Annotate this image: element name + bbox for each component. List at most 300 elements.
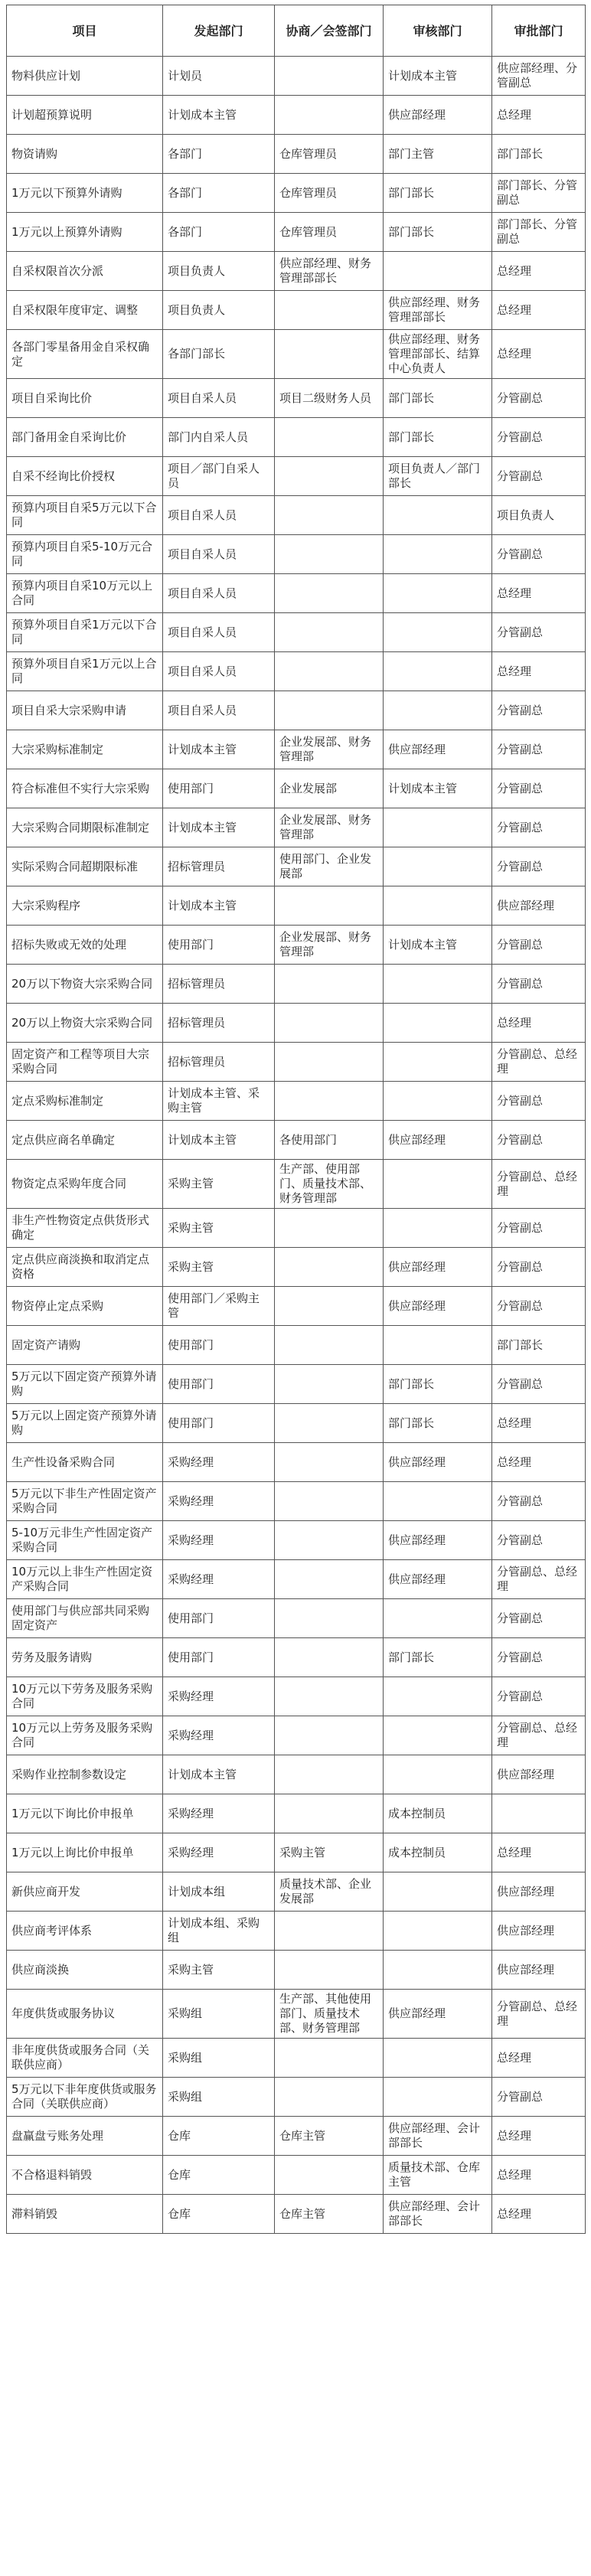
table-row — [7, 1755, 586, 1794]
item-cell: 预算外项目自采1万元以上合同 — [7, 652, 163, 691]
approver-cell: 部门部长 — [492, 135, 586, 174]
initiator-cell: 仓库 — [163, 2117, 275, 2156]
reviewer-cell — [384, 1004, 492, 1043]
table-row — [7, 613, 586, 652]
approver-cell: 分管副总 — [492, 1365, 586, 1404]
item-cell: 10万元以下劳务及服务采购合同 — [7, 1677, 163, 1716]
cosign-cell: 生产部、其他使用部门、质量技术部、财务管理部 — [275, 1990, 384, 2039]
initiator-cell: 仓库 — [163, 2156, 275, 2195]
table-row — [7, 1248, 586, 1287]
table-header-row — [7, 5, 586, 57]
cosign-cell: 使用部门、企业发展部 — [275, 847, 384, 886]
approval-table — [6, 5, 586, 2234]
initiator-cell: 各部门 — [163, 174, 275, 213]
approver-cell: 分管副总 — [492, 691, 586, 730]
table-row — [7, 291, 586, 330]
cosign-cell — [275, 2039, 384, 2078]
table-row — [7, 886, 586, 926]
reviewer-cell: 供应部经理、会计部部长 — [384, 2117, 492, 2156]
approver-cell: 供应部经理 — [492, 1912, 586, 1951]
table-row — [7, 965, 586, 1004]
cosign-cell — [275, 457, 384, 496]
item-cell: 项目自采大宗采购申请 — [7, 691, 163, 730]
cosign-cell — [275, 574, 384, 613]
approver-cell: 分管副总、总经理 — [492, 1716, 586, 1755]
reviewer-cell: 部门主管 — [384, 135, 492, 174]
item-cell: 自采权限年度审定、调整 — [7, 291, 163, 330]
cosign-cell — [275, 652, 384, 691]
reviewer-cell: 供应部经理 — [384, 1560, 492, 1599]
initiator-cell: 项目负责人 — [163, 252, 275, 291]
approver-cell: 供应部经理 — [492, 1755, 586, 1794]
cosign-cell — [275, 1521, 384, 1560]
reviewer-cell — [384, 2039, 492, 2078]
reviewer-cell: 供应部经理、会计部部长 — [384, 2195, 492, 2234]
table-row — [7, 1365, 586, 1404]
reviewer-cell — [384, 1326, 492, 1365]
item-cell: 盘赢盘亏账务处理 — [7, 2117, 163, 2156]
reviewer-cell — [384, 965, 492, 1004]
item-cell: 供应商考评体系 — [7, 1912, 163, 1951]
reviewer-cell: 供应部经理、财务管理部部长 — [384, 291, 492, 330]
cosign-cell: 企业发展部、财务管理部 — [275, 926, 384, 965]
approver-cell: 分管副总 — [492, 847, 586, 886]
item-cell: 自采不经询比价授权 — [7, 457, 163, 496]
table-row — [7, 1638, 586, 1677]
approver-cell: 部门部长、分管副总 — [492, 174, 586, 213]
initiator-cell: 使用部门 — [163, 1599, 275, 1638]
initiator-cell: 项目自采人员 — [163, 613, 275, 652]
table-row — [7, 1482, 586, 1521]
reviewer-cell — [384, 1755, 492, 1794]
table-row — [7, 1443, 586, 1482]
table-row — [7, 652, 586, 691]
table-row — [7, 926, 586, 965]
reviewer-cell: 部门部长 — [384, 174, 492, 213]
approver-cell: 总经理 — [492, 291, 586, 330]
initiator-cell: 计划成本主管 — [163, 1121, 275, 1160]
table-row — [7, 1912, 586, 1951]
table-row — [7, 2156, 586, 2195]
table-row — [7, 808, 586, 847]
cosign-cell — [275, 1560, 384, 1599]
initiator-cell: 计划成本主管 — [163, 886, 275, 926]
initiator-cell: 使用部门 — [163, 769, 275, 808]
reviewer-cell: 部门部长 — [384, 1638, 492, 1677]
table-row — [7, 769, 586, 808]
approver-cell: 分管副总 — [492, 1287, 586, 1326]
initiator-cell: 使用部门 — [163, 1326, 275, 1365]
table-row — [7, 2117, 586, 2156]
cosign-cell — [275, 1043, 384, 1082]
approver-cell: 总经理 — [492, 574, 586, 613]
initiator-cell: 计划员 — [163, 57, 275, 96]
item-cell: 物资请购 — [7, 135, 163, 174]
item-cell: 新供应商开发 — [7, 1872, 163, 1912]
reviewer-cell — [384, 808, 492, 847]
initiator-cell: 项目／部门自采人员 — [163, 457, 275, 496]
reviewer-cell — [384, 1716, 492, 1755]
item-cell: 5万元以下固定资产预算外请购 — [7, 1365, 163, 1404]
cosign-cell — [275, 291, 384, 330]
item-cell: 不合格退料销毁 — [7, 2156, 163, 2195]
approver-cell: 总经理 — [492, 1833, 586, 1872]
cosign-cell — [275, 1482, 384, 1521]
cosign-cell: 企业发展部、财务管理部 — [275, 730, 384, 769]
reviewer-cell — [384, 252, 492, 291]
cosign-cell — [275, 96, 384, 135]
item-cell: 定点采购标准制定 — [7, 1082, 163, 1121]
cosign-cell — [275, 886, 384, 926]
table-body — [7, 57, 586, 2234]
table-row — [7, 379, 586, 418]
item-cell: 使用部门与供应部共同采购固定资产 — [7, 1599, 163, 1638]
initiator-cell: 采购经理 — [163, 1833, 275, 1872]
reviewer-cell: 部门部长 — [384, 379, 492, 418]
approver-cell: 分管副总 — [492, 1638, 586, 1677]
reviewer-cell — [384, 613, 492, 652]
reviewer-cell: 供应部经理 — [384, 1248, 492, 1287]
table-row — [7, 2078, 586, 2117]
initiator-cell: 采购经理 — [163, 1716, 275, 1755]
item-cell: 物资定点采购年度合同 — [7, 1160, 163, 1209]
initiator-cell: 采购主管 — [163, 1160, 275, 1209]
column-header: 协商／会签部门 — [275, 5, 384, 57]
item-cell: 非年度供货或服务合同（关联供应商） — [7, 2039, 163, 2078]
initiator-cell: 使用部门 — [163, 1638, 275, 1677]
approver-cell: 项目负责人 — [492, 496, 586, 535]
cosign-cell — [275, 1912, 384, 1951]
initiator-cell: 采购组 — [163, 1990, 275, 2039]
cosign-cell — [275, 2156, 384, 2195]
approver-cell: 分管副总 — [492, 926, 586, 965]
column-header: 审核部门 — [384, 5, 492, 57]
item-cell: 实际采购合同超期限标准 — [7, 847, 163, 886]
approver-cell: 总经理 — [492, 252, 586, 291]
reviewer-cell — [384, 535, 492, 574]
approver-cell: 分管副总 — [492, 1082, 586, 1121]
cosign-cell — [275, 1365, 384, 1404]
table-row — [7, 135, 586, 174]
reviewer-cell: 供应部经理 — [384, 1990, 492, 2039]
cosign-cell: 企业发展部、财务管理部 — [275, 808, 384, 847]
cosign-cell: 仓库主管 — [275, 2117, 384, 2156]
initiator-cell: 使用部门 — [163, 1404, 275, 1443]
reviewer-cell: 供应部经理 — [384, 1287, 492, 1326]
approver-cell: 供应部经理 — [492, 1951, 586, 1990]
table-row — [7, 96, 586, 135]
cosign-cell: 项目二级财务人员 — [275, 379, 384, 418]
initiator-cell: 计划成本组、采购组 — [163, 1912, 275, 1951]
initiator-cell: 招标管理员 — [163, 965, 275, 1004]
initiator-cell: 项目自采人员 — [163, 535, 275, 574]
table-row — [7, 1404, 586, 1443]
initiator-cell: 采购主管 — [163, 1951, 275, 1990]
cosign-cell — [275, 1404, 384, 1443]
initiator-cell: 使用部门／采购主管 — [163, 1287, 275, 1326]
item-cell: 预算内项目自采5万元以下合同 — [7, 496, 163, 535]
reviewer-cell: 供应部经理 — [384, 730, 492, 769]
table-row — [7, 1872, 586, 1912]
table-row — [7, 174, 586, 213]
reviewer-cell — [384, 1482, 492, 1521]
table-row — [7, 1951, 586, 1990]
cosign-cell: 企业发展部 — [275, 769, 384, 808]
table-row — [7, 730, 586, 769]
item-cell: 非生产性物资定点供货形式确定 — [7, 1209, 163, 1248]
cosign-cell — [275, 1794, 384, 1833]
table-row — [7, 535, 586, 574]
approver-cell: 分管副总 — [492, 379, 586, 418]
table-row — [7, 1121, 586, 1160]
approver-cell: 分管副总 — [492, 1521, 586, 1560]
approver-cell: 分管副总 — [492, 1599, 586, 1638]
approver-cell: 分管副总 — [492, 1209, 586, 1248]
table-row — [7, 418, 586, 457]
table-row — [7, 1990, 586, 2039]
item-cell: 10万元以上非生产性固定资产采购合同 — [7, 1560, 163, 1599]
approver-cell: 分管副总、总经理 — [492, 1990, 586, 2039]
approver-cell: 总经理 — [492, 96, 586, 135]
approver-cell: 总经理 — [492, 2156, 586, 2195]
approver-cell: 总经理 — [492, 1004, 586, 1043]
reviewer-cell: 成本控制员 — [384, 1833, 492, 1872]
reviewer-cell — [384, 1912, 492, 1951]
initiator-cell: 项目负责人 — [163, 291, 275, 330]
approver-cell: 分管副总 — [492, 613, 586, 652]
initiator-cell: 采购经理 — [163, 1560, 275, 1599]
cosign-cell — [275, 1716, 384, 1755]
cosign-cell — [275, 535, 384, 574]
cosign-cell — [275, 2078, 384, 2117]
initiator-cell: 计划成本主管 — [163, 730, 275, 769]
cosign-cell — [275, 1443, 384, 1482]
item-cell: 项目自采询比价 — [7, 379, 163, 418]
item-cell: 预算外项目自采1万元以下合同 — [7, 613, 163, 652]
cosign-cell: 采购主管 — [275, 1833, 384, 1872]
cosign-cell — [275, 1599, 384, 1638]
table-row — [7, 2039, 586, 2078]
item-cell: 大宗采购合同期限标准制定 — [7, 808, 163, 847]
approver-cell: 供应部经理 — [492, 886, 586, 926]
cosign-cell: 生产部、使用部门、质量技术部、财务管理部 — [275, 1160, 384, 1209]
approver-cell: 部门部长、分管副总 — [492, 213, 586, 252]
table-row — [7, 574, 586, 613]
item-cell: 1万元以上预算外请购 — [7, 213, 163, 252]
approver-cell: 分管副总、总经理 — [492, 1160, 586, 1209]
table-row — [7, 847, 586, 886]
table-row — [7, 457, 586, 496]
item-cell: 大宗采购程序 — [7, 886, 163, 926]
approver-cell: 总经理 — [492, 2117, 586, 2156]
table-row — [7, 496, 586, 535]
item-cell: 供应商淡换 — [7, 1951, 163, 1990]
cosign-cell — [275, 1004, 384, 1043]
item-cell: 20万以上物资大宗采购合同 — [7, 1004, 163, 1043]
initiator-cell: 项目自采人员 — [163, 574, 275, 613]
initiator-cell: 计划成本主管 — [163, 1755, 275, 1794]
initiator-cell: 计划成本主管 — [163, 96, 275, 135]
cosign-cell — [275, 330, 384, 379]
item-cell: 固定资产请购 — [7, 1326, 163, 1365]
initiator-cell: 采购经理 — [163, 1443, 275, 1482]
cosign-cell — [275, 418, 384, 457]
table-row — [7, 57, 586, 96]
reviewer-cell — [384, 652, 492, 691]
reviewer-cell: 部门部长 — [384, 1365, 492, 1404]
approval-matrix — [6, 5, 585, 2234]
cosign-cell — [275, 1755, 384, 1794]
initiator-cell: 各部门 — [163, 135, 275, 174]
reviewer-cell — [384, 1677, 492, 1716]
item-cell: 滞料销毁 — [7, 2195, 163, 2234]
initiator-cell: 使用部门 — [163, 926, 275, 965]
table-row — [7, 1004, 586, 1043]
initiator-cell: 采购组 — [163, 2039, 275, 2078]
cosign-cell — [275, 1287, 384, 1326]
table-row — [7, 1287, 586, 1326]
table-row — [7, 1521, 586, 1560]
initiator-cell: 项目自采人员 — [163, 379, 275, 418]
table-row — [7, 252, 586, 291]
approver-cell: 分管副总 — [492, 1677, 586, 1716]
column-header: 发起部门 — [163, 5, 275, 57]
item-cell: 5-10万元非生产性固定资产采购合同 — [7, 1521, 163, 1560]
approver-cell: 总经理 — [492, 1404, 586, 1443]
item-cell: 预算内项目自采5-10万元合同 — [7, 535, 163, 574]
reviewer-cell: 质量技术部、仓库主管 — [384, 2156, 492, 2195]
column-header: 审批部门 — [492, 5, 586, 57]
item-cell: 采购作业控制参数设定 — [7, 1755, 163, 1794]
approver-cell: 分管副总 — [492, 457, 586, 496]
table-row — [7, 1677, 586, 1716]
table-row — [7, 691, 586, 730]
cosign-cell — [275, 1248, 384, 1287]
cosign-cell: 仓库主管 — [275, 2195, 384, 2234]
item-cell: 大宗采购标准制定 — [7, 730, 163, 769]
item-cell: 1万元以下预算外请购 — [7, 174, 163, 213]
approver-cell — [492, 1794, 586, 1833]
item-cell: 20万以下物资大宗采购合同 — [7, 965, 163, 1004]
initiator-cell: 项目自采人员 — [163, 652, 275, 691]
reviewer-cell — [384, 1209, 492, 1248]
approver-cell: 总经理 — [492, 2039, 586, 2078]
item-cell: 10万元以上劳务及服务采购合同 — [7, 1716, 163, 1755]
approver-cell: 分管副总 — [492, 769, 586, 808]
item-cell: 招标失败或无效的处理 — [7, 926, 163, 965]
initiator-cell: 采购主管 — [163, 1248, 275, 1287]
table-row — [7, 213, 586, 252]
cosign-cell — [275, 57, 384, 96]
item-cell: 部门备用金自采询比价 — [7, 418, 163, 457]
reviewer-cell — [384, 1599, 492, 1638]
approver-cell: 分管副总 — [492, 808, 586, 847]
reviewer-cell: 计划成本主管 — [384, 57, 492, 96]
table-row — [7, 1326, 586, 1365]
approver-cell: 总经理 — [492, 330, 586, 379]
table-row — [7, 1716, 586, 1755]
approver-cell: 分管副总 — [492, 535, 586, 574]
approver-cell: 部门部长 — [492, 1326, 586, 1365]
item-cell: 劳务及服务请购 — [7, 1638, 163, 1677]
item-cell: 物资停止定点采购 — [7, 1287, 163, 1326]
cosign-cell: 仓库管理员 — [275, 213, 384, 252]
approver-cell: 分管副总 — [492, 730, 586, 769]
reviewer-cell — [384, 496, 492, 535]
cosign-cell — [275, 965, 384, 1004]
cosign-cell — [275, 1951, 384, 1990]
reviewer-cell: 部门部长 — [384, 418, 492, 457]
item-cell: 生产性设备采购合同 — [7, 1443, 163, 1482]
reviewer-cell: 成本控制员 — [384, 1794, 492, 1833]
approver-cell: 分管副总 — [492, 1248, 586, 1287]
table-row — [7, 1833, 586, 1872]
approver-cell: 总经理 — [492, 2195, 586, 2234]
reviewer-cell: 部门部长 — [384, 1404, 492, 1443]
initiator-cell: 采购经理 — [163, 1521, 275, 1560]
initiator-cell: 招标管理员 — [163, 1043, 275, 1082]
initiator-cell: 招标管理员 — [163, 1004, 275, 1043]
initiator-cell: 仓库 — [163, 2195, 275, 2234]
item-cell: 年度供货或服务协议 — [7, 1990, 163, 2039]
table-row — [7, 1209, 586, 1248]
cosign-cell: 质量技术部、企业发展部 — [275, 1872, 384, 1912]
table-row — [7, 1043, 586, 1082]
reviewer-cell — [384, 574, 492, 613]
reviewer-cell — [384, 1872, 492, 1912]
approver-cell: 总经理 — [492, 652, 586, 691]
reviewer-cell: 计划成本主管 — [384, 926, 492, 965]
approver-cell: 总经理 — [492, 1443, 586, 1482]
reviewer-cell: 项目负责人／部门部长 — [384, 457, 492, 496]
table-row — [7, 1082, 586, 1121]
item-cell: 5万元以下非生产性固定资产采购合同 — [7, 1482, 163, 1521]
initiator-cell: 各部门部长 — [163, 330, 275, 379]
table-row — [7, 330, 586, 379]
item-cell: 自采权限首次分派 — [7, 252, 163, 291]
approver-cell: 供应部经理、分管副总 — [492, 57, 586, 96]
approver-cell: 分管副总 — [492, 418, 586, 457]
initiator-cell: 计划成本主管 — [163, 808, 275, 847]
initiator-cell: 采购经理 — [163, 1677, 275, 1716]
cosign-cell — [275, 1638, 384, 1677]
item-cell: 5万元以下非年度供货或服务合同（关联供应商） — [7, 2078, 163, 2117]
reviewer-cell: 供应部经理 — [384, 1521, 492, 1560]
initiator-cell: 计划成本组 — [163, 1872, 275, 1912]
cosign-cell — [275, 1209, 384, 1248]
initiator-cell: 采购组 — [163, 2078, 275, 2117]
approver-cell: 分管副总 — [492, 2078, 586, 2117]
approver-cell: 供应部经理 — [492, 1872, 586, 1912]
reviewer-cell: 供应部经理 — [384, 1121, 492, 1160]
reviewer-cell — [384, 847, 492, 886]
initiator-cell: 项目自采人员 — [163, 496, 275, 535]
item-cell: 符合标准但不实行大宗采购 — [7, 769, 163, 808]
reviewer-cell: 供应部经理 — [384, 1443, 492, 1482]
table-row — [7, 1599, 586, 1638]
item-cell: 5万元以上固定资产预算外请购 — [7, 1404, 163, 1443]
approver-cell: 分管副总 — [492, 1482, 586, 1521]
reviewer-cell — [384, 2078, 492, 2117]
approver-cell: 分管副总、总经理 — [492, 1560, 586, 1599]
initiator-cell: 部门内自采人员 — [163, 418, 275, 457]
initiator-cell: 采购经理 — [163, 1482, 275, 1521]
cosign-cell: 仓库管理员 — [275, 135, 384, 174]
cosign-cell — [275, 1677, 384, 1716]
cosign-cell — [275, 1082, 384, 1121]
initiator-cell: 计划成本主管、采购主管 — [163, 1082, 275, 1121]
initiator-cell: 采购主管 — [163, 1209, 275, 1248]
